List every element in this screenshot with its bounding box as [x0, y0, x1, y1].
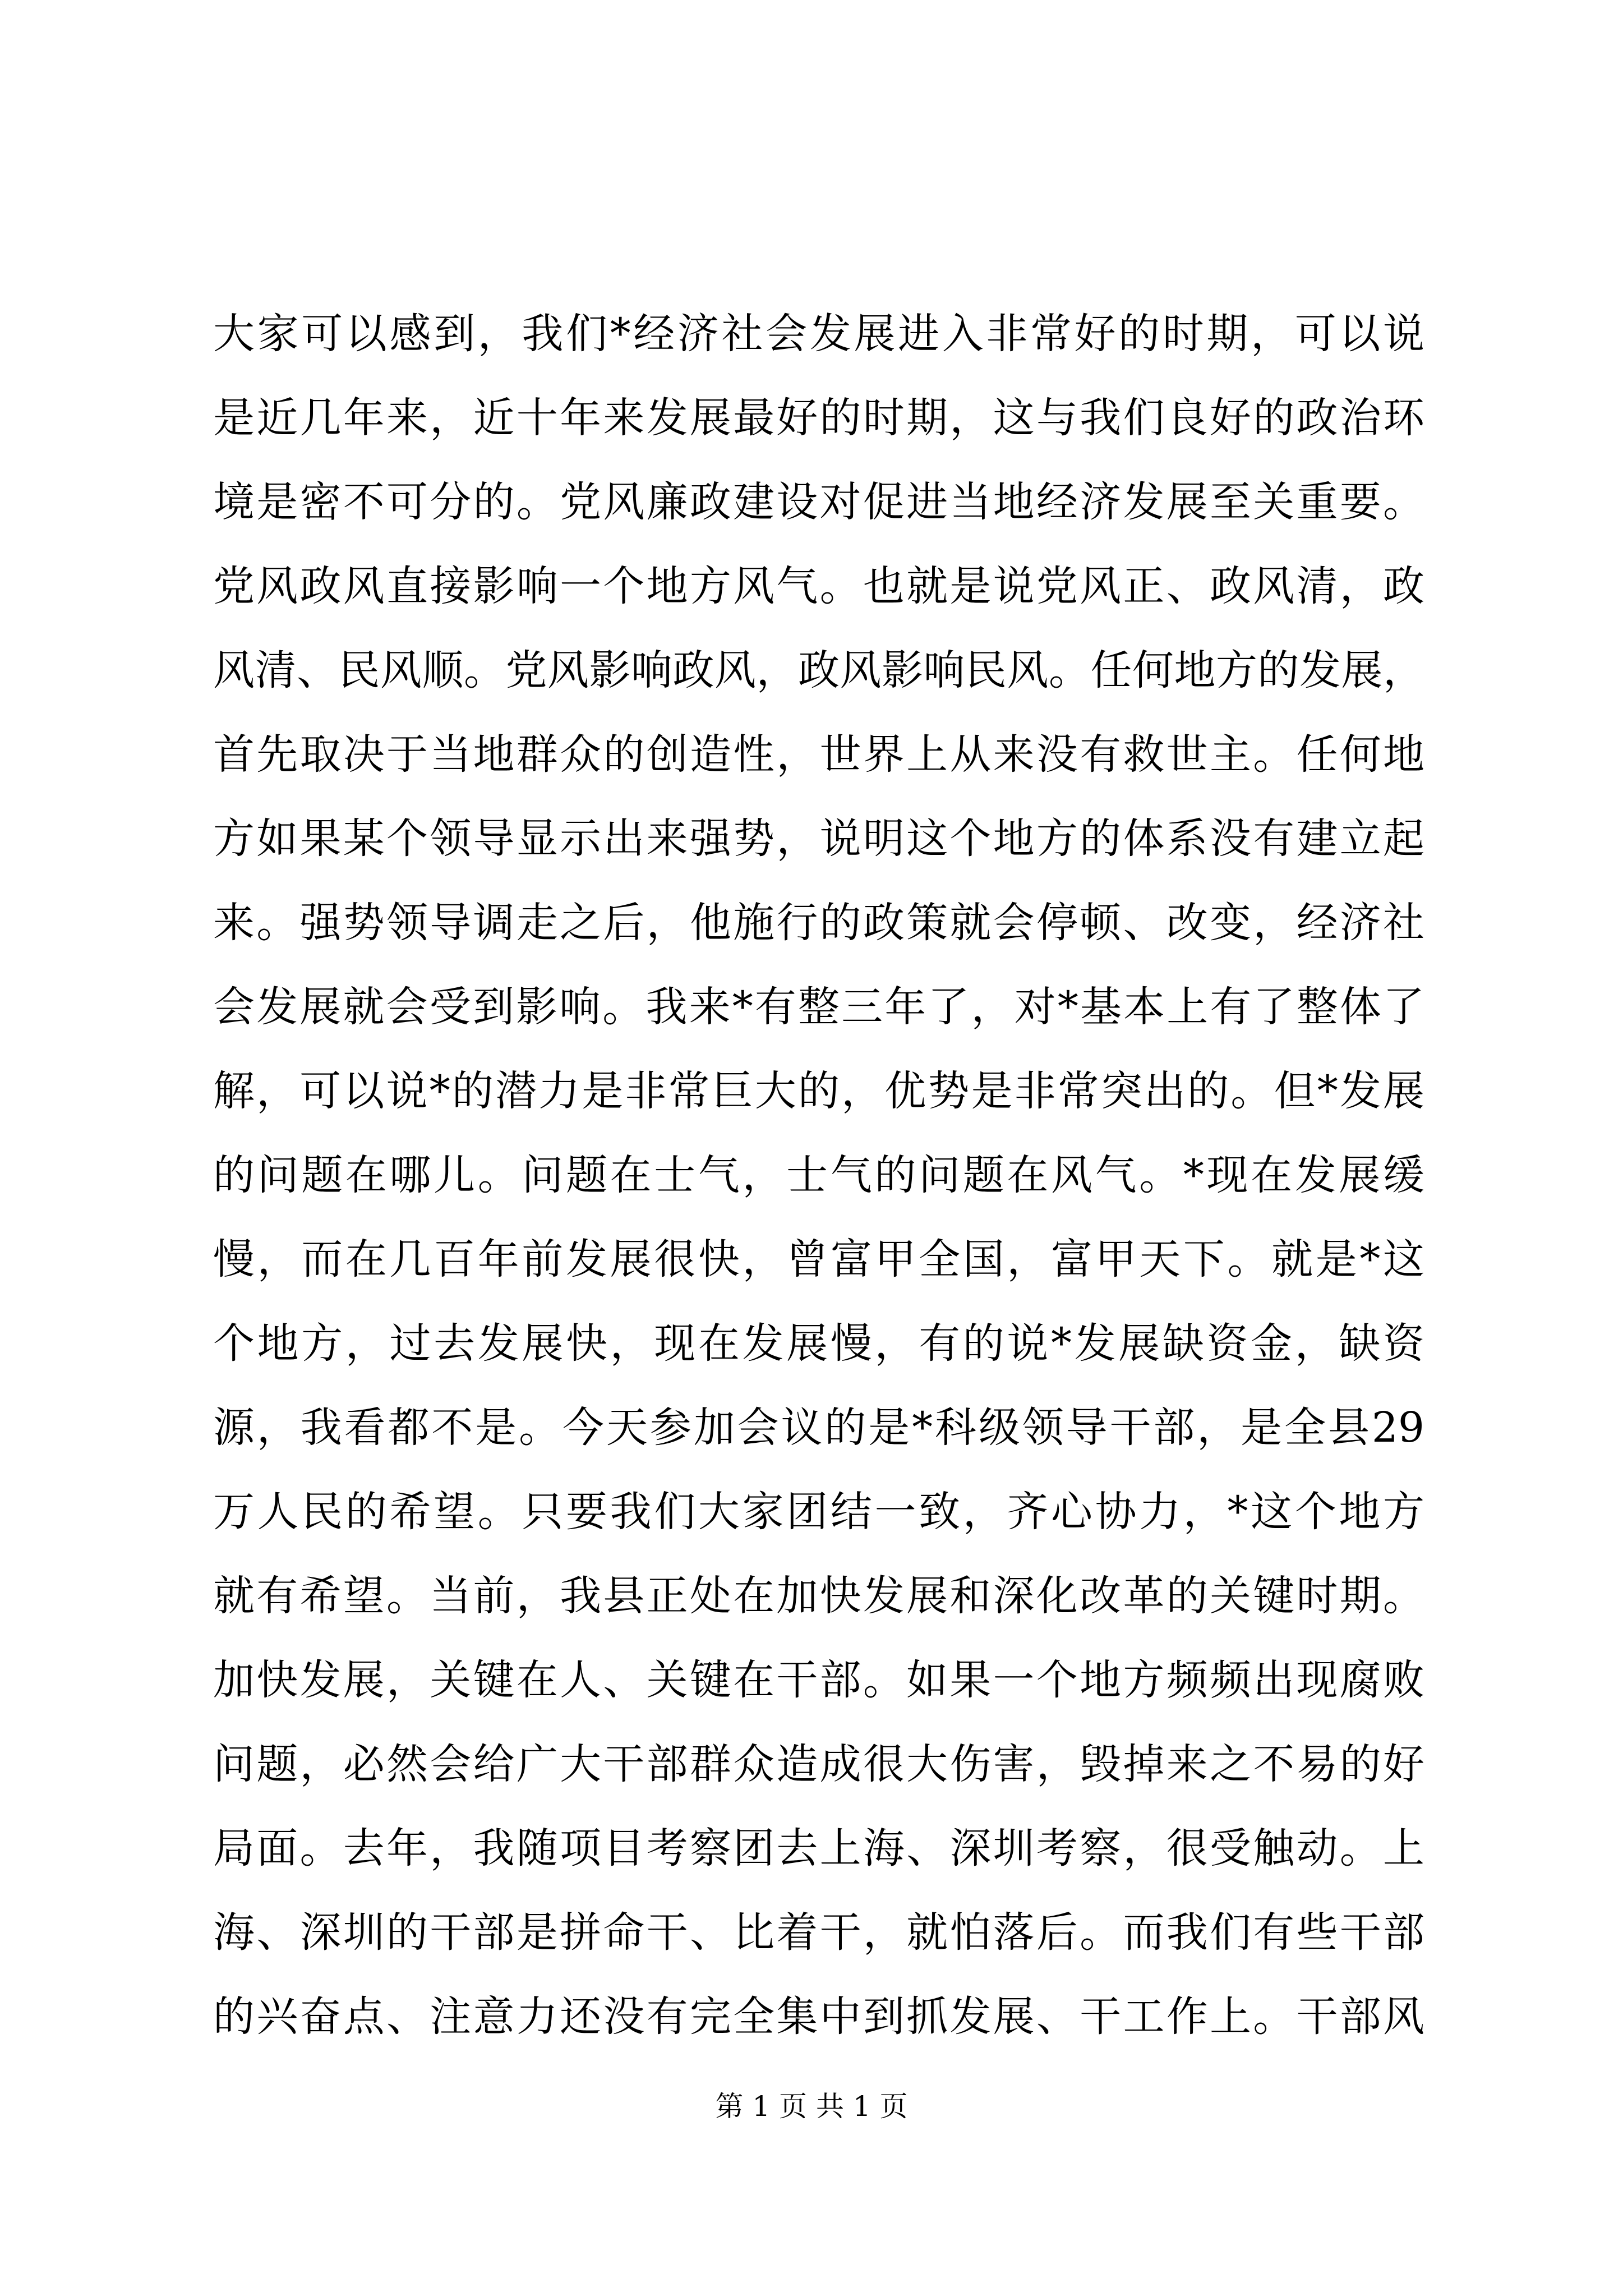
text-line: 源，我看都不是。今天参加会议的是*科级领导干部，是全县29 [213, 1404, 1424, 1452]
text-line: 的兴奋点、注意力还没有完全集中到抓发展、干工作上。干部风 [213, 1993, 1424, 2041]
text-line: 大家可以感到，我们*经济社会发展进入非常好的时期，可以说 [213, 310, 1424, 358]
text-line: 万人民的希望。只要我们大家团结一致，齐心协力，*这个地方 [213, 1488, 1424, 1536]
text-line: 加快发展，关键在人、关键在干部。如果一个地方频频出现腐败 [213, 1656, 1424, 1704]
text-line: 就有希望。当前，我县正处在加快发展和深化改革的关键时期。 [213, 1572, 1424, 1620]
text-line: 局面。去年，我随项目考察团去上海、深圳考察，很受触动。上 [213, 1824, 1424, 1872]
text-line: 风清、民风顺。党风影响政风，政风影响民风。任何地方的发展， [213, 646, 1424, 694]
text-line: 会发展就会受到影响。我来*有整三年了，对*基本上有了整体了 [213, 983, 1424, 1031]
text-line: 是近几年来，近十年来发展最好的时期，这与我们良好的政治环 [213, 394, 1424, 442]
text-line: 问题，必然会给广大干部群众造成很大伤害，毁掉来之不易的好 [213, 1740, 1424, 1788]
text-line: 个地方，过去发展快，现在发展慢，有的说*发展缺资金，缺资 [213, 1319, 1424, 1368]
text-line: 首先取决于当地群众的创造性，世界上从来没有救世主。任何地 [213, 730, 1424, 779]
text-line: 慢，而在几百年前发展很快，曾富甲全国，富甲天下。就是*这 [213, 1235, 1424, 1283]
text-line: 党风政风直接影响一个地方风气。也就是说党风正、政风清，政 [213, 562, 1424, 610]
body-text [213, 292, 1424, 2059]
page-footer: 第 1 页 共 1 页 [715, 2090, 908, 2123]
text-line: 来。强势领导调走之后，他施行的政策就会停顿、改变，经济社 [213, 899, 1424, 947]
text-line: 解，可以说*的潜力是非常巨大的，优势是非常突出的。但*发展 [213, 1067, 1424, 1115]
text-line: 方如果某个领导显示出来强势，说明这个地方的体系没有建立起 [213, 815, 1424, 863]
text-line: 的问题在哪儿。问题在士气，士气的问题在风气。*现在发展缓 [213, 1151, 1424, 1199]
text-line: 境是密不可分的。党风廉政建设对促进当地经济发展至关重要。 [213, 478, 1424, 526]
text-line: 海、深圳的干部是拼命干、比着干，就怕落后。而我们有些干部 [213, 1908, 1424, 1957]
